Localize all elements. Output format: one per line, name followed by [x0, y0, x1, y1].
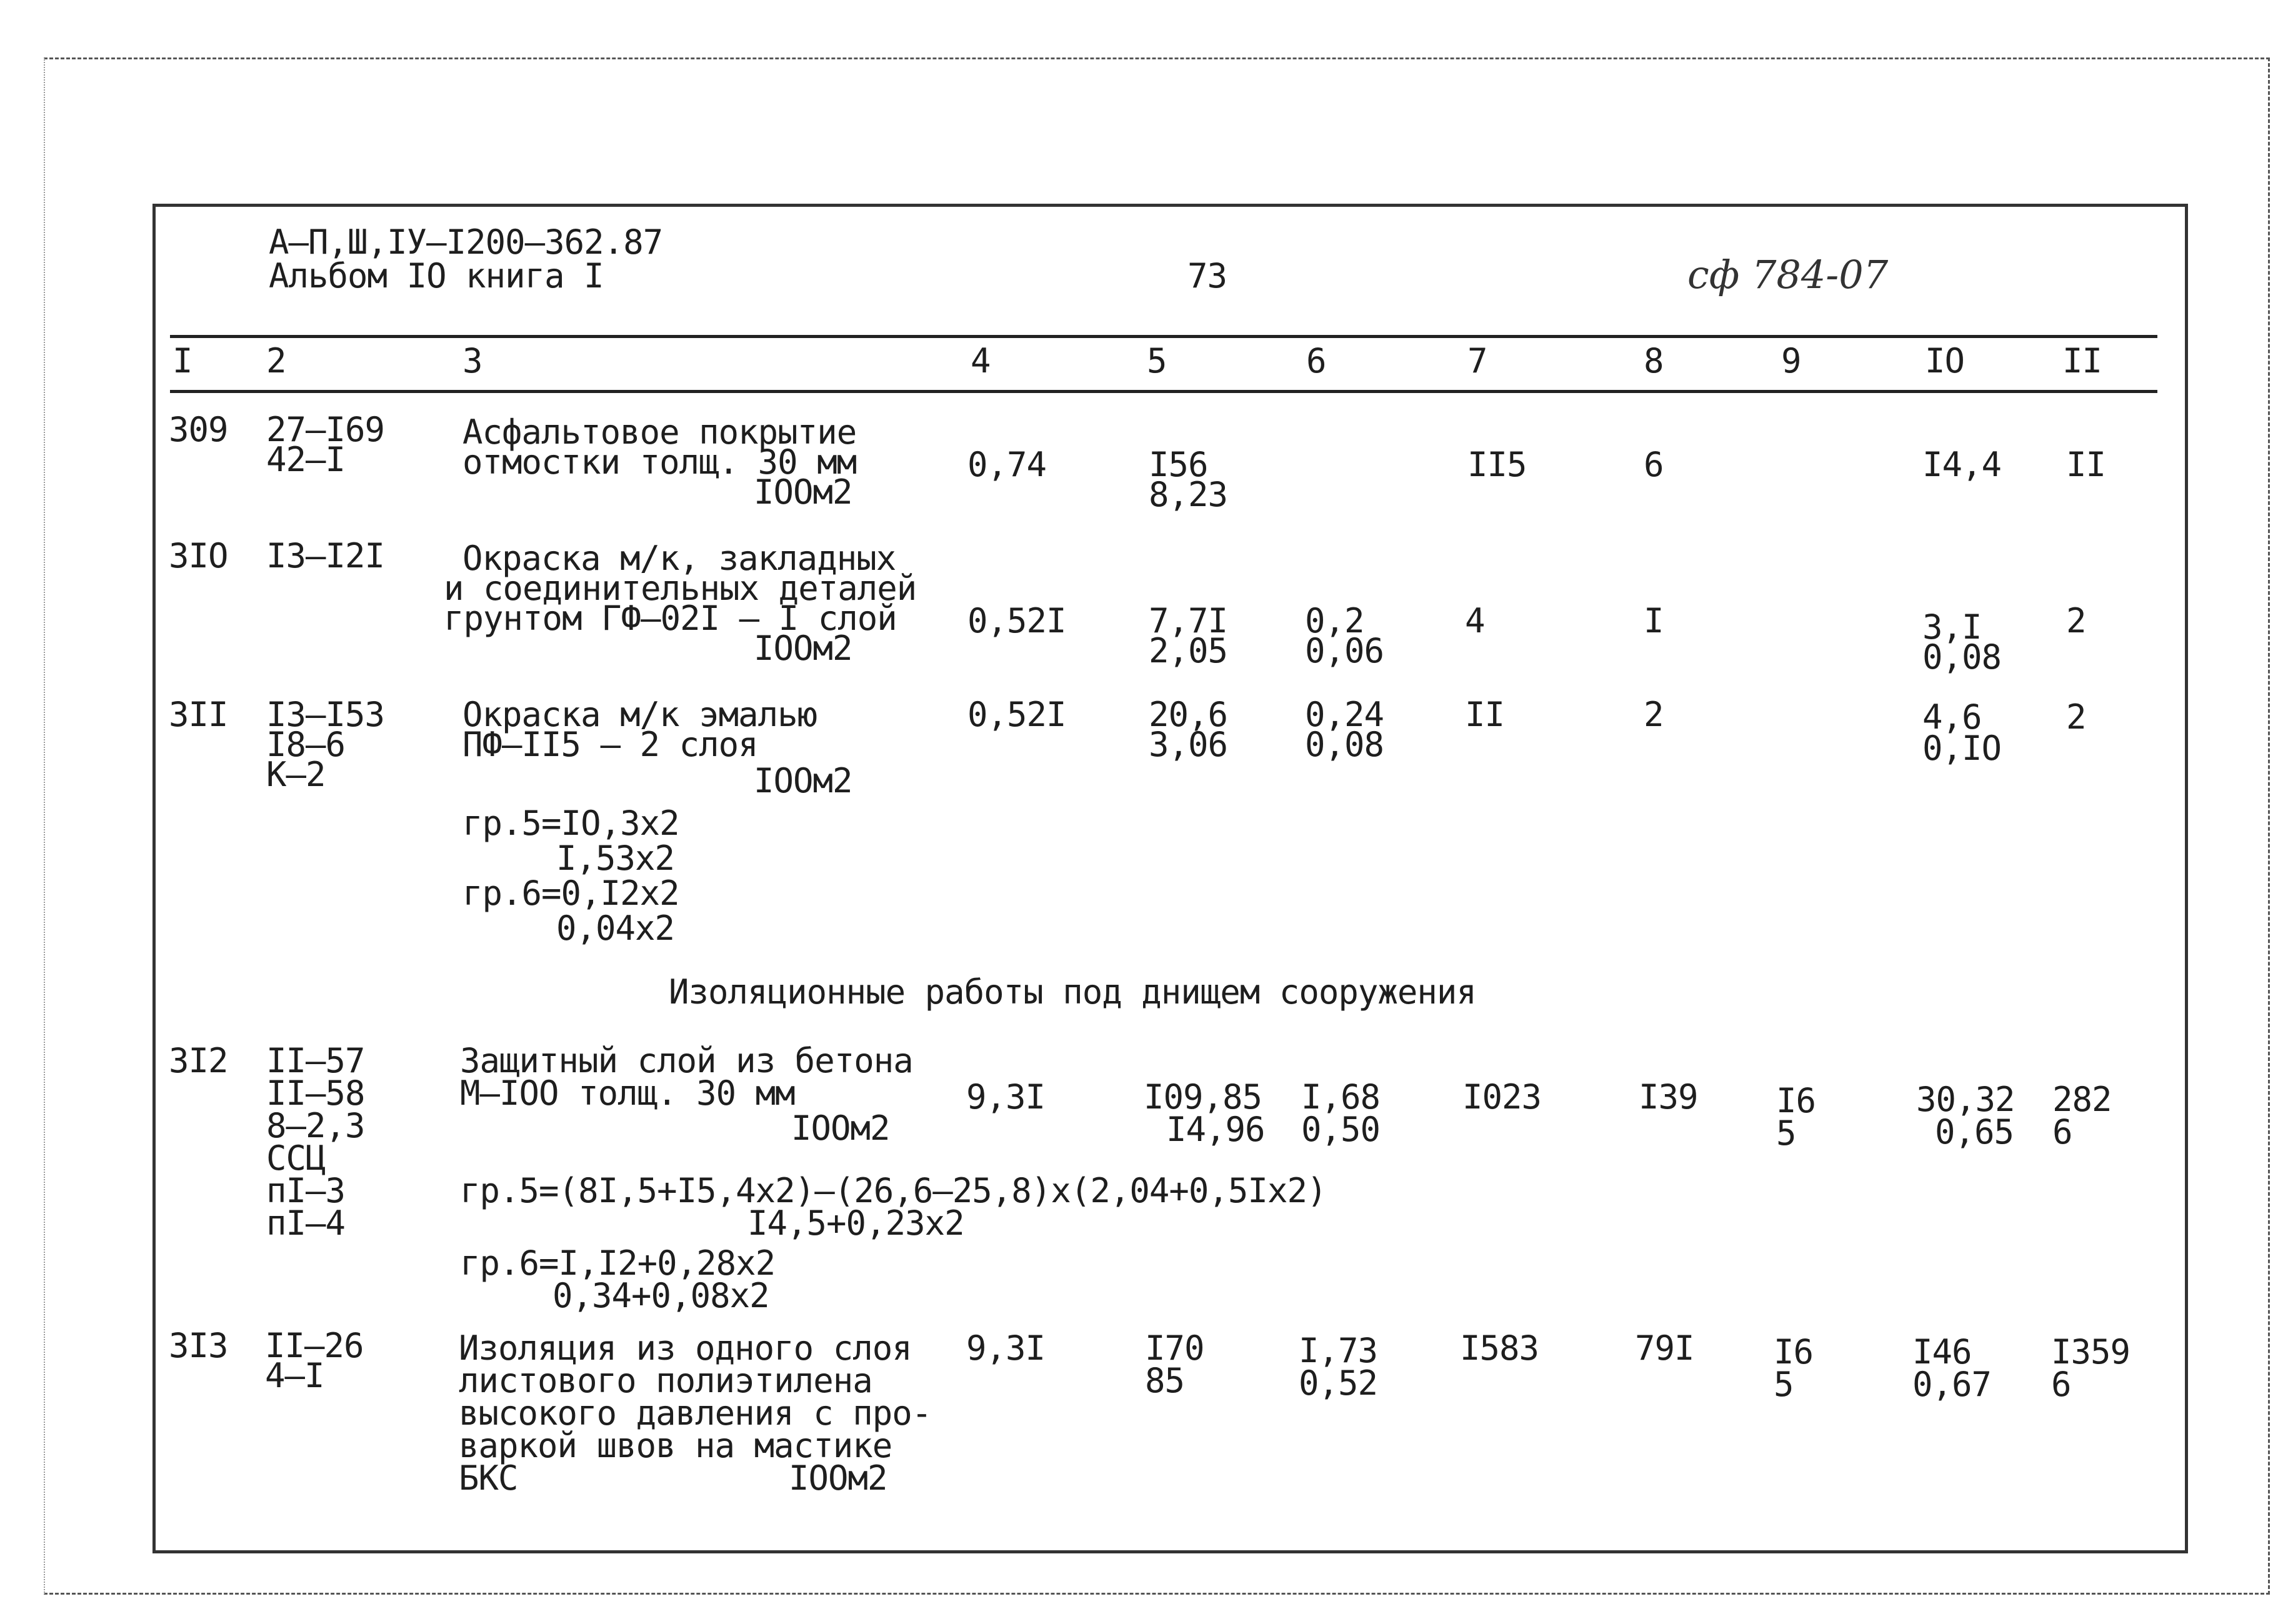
col-header-3: 3	[462, 341, 482, 381]
section-title: Изоляционные работы под днищем сооружения	[669, 972, 1476, 1012]
cell-col9: 5	[1776, 1113, 1796, 1153]
cell-col10: I4,4	[1922, 445, 2002, 484]
code-line: II–58	[266, 1074, 365, 1113]
description-line: грунтом ГФ–02I – I слой	[444, 599, 897, 638]
col-header-4: 4	[971, 341, 991, 381]
cell-col9: I6	[1776, 1081, 1816, 1120]
unit-label: IООм2	[789, 1458, 887, 1498]
row-number: 3IО	[169, 536, 228, 575]
col-header-8: 8	[1644, 341, 1664, 381]
cell-col10: I46	[1912, 1332, 1972, 1372]
col-header-10: IО	[1925, 341, 1965, 381]
cell-col6: 0,08	[1305, 725, 1384, 764]
cell-col8: 79I	[1635, 1328, 1694, 1368]
code-line: пI–4	[266, 1203, 346, 1243]
code-line: I3–I53	[266, 695, 385, 734]
cell-col5: 2,05	[1149, 631, 1228, 670]
unit-label: IООм2	[754, 472, 852, 512]
cell-col6: I,73	[1299, 1331, 1378, 1370]
formula-line: 0,34+0,08х2	[552, 1276, 769, 1315]
cell-col10: 3,I	[1922, 607, 1982, 647]
cell-col4: 0,52I	[967, 601, 1066, 640]
cell-col4: 9,3I	[966, 1328, 1046, 1368]
album-label: Альбом IО книга I	[269, 256, 604, 296]
description-line: БКС	[459, 1458, 518, 1498]
cell-col11: 2	[2066, 697, 2086, 737]
cell-col11: I359	[2051, 1332, 2131, 1372]
cell-col5: I4,96	[1166, 1110, 1265, 1149]
header-bottom-rule	[170, 390, 2157, 393]
cell-col7: II	[1465, 695, 1505, 734]
cell-col6: 0,2	[1305, 601, 1364, 640]
cell-col10: 0,65	[1935, 1112, 2014, 1152]
code-line: II–26	[265, 1326, 364, 1365]
description-line: отмостки толщ. 30 мм	[462, 442, 857, 482]
unit-label: IООм2	[791, 1108, 890, 1148]
cell-col5: I56	[1149, 445, 1208, 484]
description-line: М–IОО толщ. 30 мм	[460, 1074, 795, 1113]
code-line: I8–6	[266, 725, 346, 764]
cell-col7: II5	[1467, 445, 1527, 484]
formula-line: гр.6=I,I2+0,28х2	[460, 1243, 776, 1283]
description-line: Окраска м/к, закладных	[462, 539, 896, 578]
cell-col6: 0,50	[1301, 1110, 1381, 1149]
header-top-rule	[170, 335, 2157, 338]
cell-col5: 7,7I	[1149, 601, 1228, 640]
code-line: 8–2,3	[266, 1106, 365, 1145]
cell-col8: I39	[1639, 1077, 1698, 1117]
formula-line: 0,04х2	[556, 909, 675, 948]
cell-col10: 0,08	[1922, 637, 2002, 677]
cell-col5: I70	[1145, 1328, 1204, 1368]
row-number: 3I2	[169, 1041, 228, 1080]
formula-line: I,53х2	[556, 839, 675, 878]
cell-col11: 6	[2052, 1112, 2072, 1152]
formula-line: гр.5=(8I,5+I5,4х2)–(26,6–25,8)х(2,04+0,5Iх2)	[460, 1171, 1327, 1210]
row-number: 309	[169, 410, 228, 449]
code-line: 27–I69	[266, 410, 385, 449]
description-line: ПФ–II5 – 2 слоя	[462, 725, 758, 764]
unit-label: IООм2	[754, 629, 852, 668]
code-line: 4–I	[265, 1356, 324, 1395]
description-line: Окраска м/к эмалью	[462, 695, 817, 734]
cell-col4: 0,74	[967, 445, 1047, 484]
code-line: I3–I2I	[266, 536, 385, 575]
cell-col10: 0,IО	[1922, 729, 2002, 768]
cell-col11: 2	[2066, 601, 2086, 640]
cell-col11: 282	[2052, 1080, 2112, 1119]
cell-col7: 4	[1465, 601, 1485, 640]
cell-col10: 30,32	[1916, 1080, 2015, 1119]
code-line: К–2	[266, 755, 326, 794]
code-line: пI–3	[266, 1171, 346, 1210]
col-header-6: 6	[1306, 341, 1326, 381]
description-line: Изоляция из одного слоя	[459, 1328, 912, 1368]
unit-label: IООм2	[754, 761, 852, 800]
cell-col9: I6	[1774, 1332, 1814, 1372]
cell-col9: 5	[1774, 1365, 1794, 1404]
cell-col5: 85	[1145, 1361, 1185, 1400]
description-line: высокого давления с про-	[459, 1393, 932, 1433]
formula-line: гр.6=0,I2х2	[462, 874, 679, 913]
cell-col6: I,68	[1301, 1077, 1381, 1117]
formula-line: I4,5+0,23х2	[747, 1203, 964, 1243]
handwritten-reference: сф 784-07	[1687, 252, 1889, 297]
cell-col11: II	[2066, 445, 2106, 484]
cell-col10: 4,6	[1922, 697, 1982, 737]
page-number: 73	[1187, 256, 1227, 296]
col-header-2: 2	[266, 341, 286, 381]
cell-col6: 0,06	[1305, 631, 1384, 670]
cell-col5: 8,23	[1149, 475, 1228, 514]
cell-col7: I023	[1462, 1077, 1542, 1117]
cell-col4: 9,3I	[966, 1077, 1046, 1117]
row-number: 3II	[169, 695, 228, 734]
cell-col7: I583	[1460, 1328, 1539, 1368]
cell-col10: 0,67	[1912, 1365, 1992, 1404]
col-header-9: 9	[1781, 341, 1801, 381]
col-header-11: II	[2062, 341, 2102, 381]
formula-line: гр.5=IО,3х2	[462, 804, 679, 843]
cell-col6: 0,24	[1305, 695, 1384, 734]
cell-col5: 20,6	[1149, 695, 1228, 734]
code-line: II–57	[266, 1041, 365, 1080]
cell-col8: 6	[1644, 445, 1664, 484]
description-line: и соединительных деталей	[444, 569, 917, 608]
cell-col11: 6	[2051, 1365, 2071, 1404]
cell-col8: 2	[1644, 695, 1664, 734]
col-header-1: I	[172, 341, 192, 381]
col-header-5: 5	[1147, 341, 1167, 381]
cell-col8: I	[1644, 601, 1664, 640]
description-line: листового полиэтилена	[459, 1361, 872, 1400]
description-line: Асфальтовое покрытие	[462, 412, 857, 452]
cell-col6: 0,52	[1299, 1363, 1378, 1403]
cell-col4: 0,52I	[967, 695, 1066, 734]
code-line: ССЦ	[266, 1138, 326, 1178]
doc-code: А–П,Ш,IУ–I200–362.87	[269, 222, 663, 262]
cell-col5: I09,85	[1144, 1077, 1262, 1117]
description-line: варкой швов на мастике	[459, 1426, 892, 1465]
cell-col5: 3,06	[1149, 725, 1228, 764]
code-line: 42–I	[266, 440, 346, 479]
col-header-7: 7	[1467, 341, 1487, 381]
row-number: 3I3	[169, 1326, 228, 1365]
description-line: Защитный слой из бетона	[460, 1041, 913, 1080]
